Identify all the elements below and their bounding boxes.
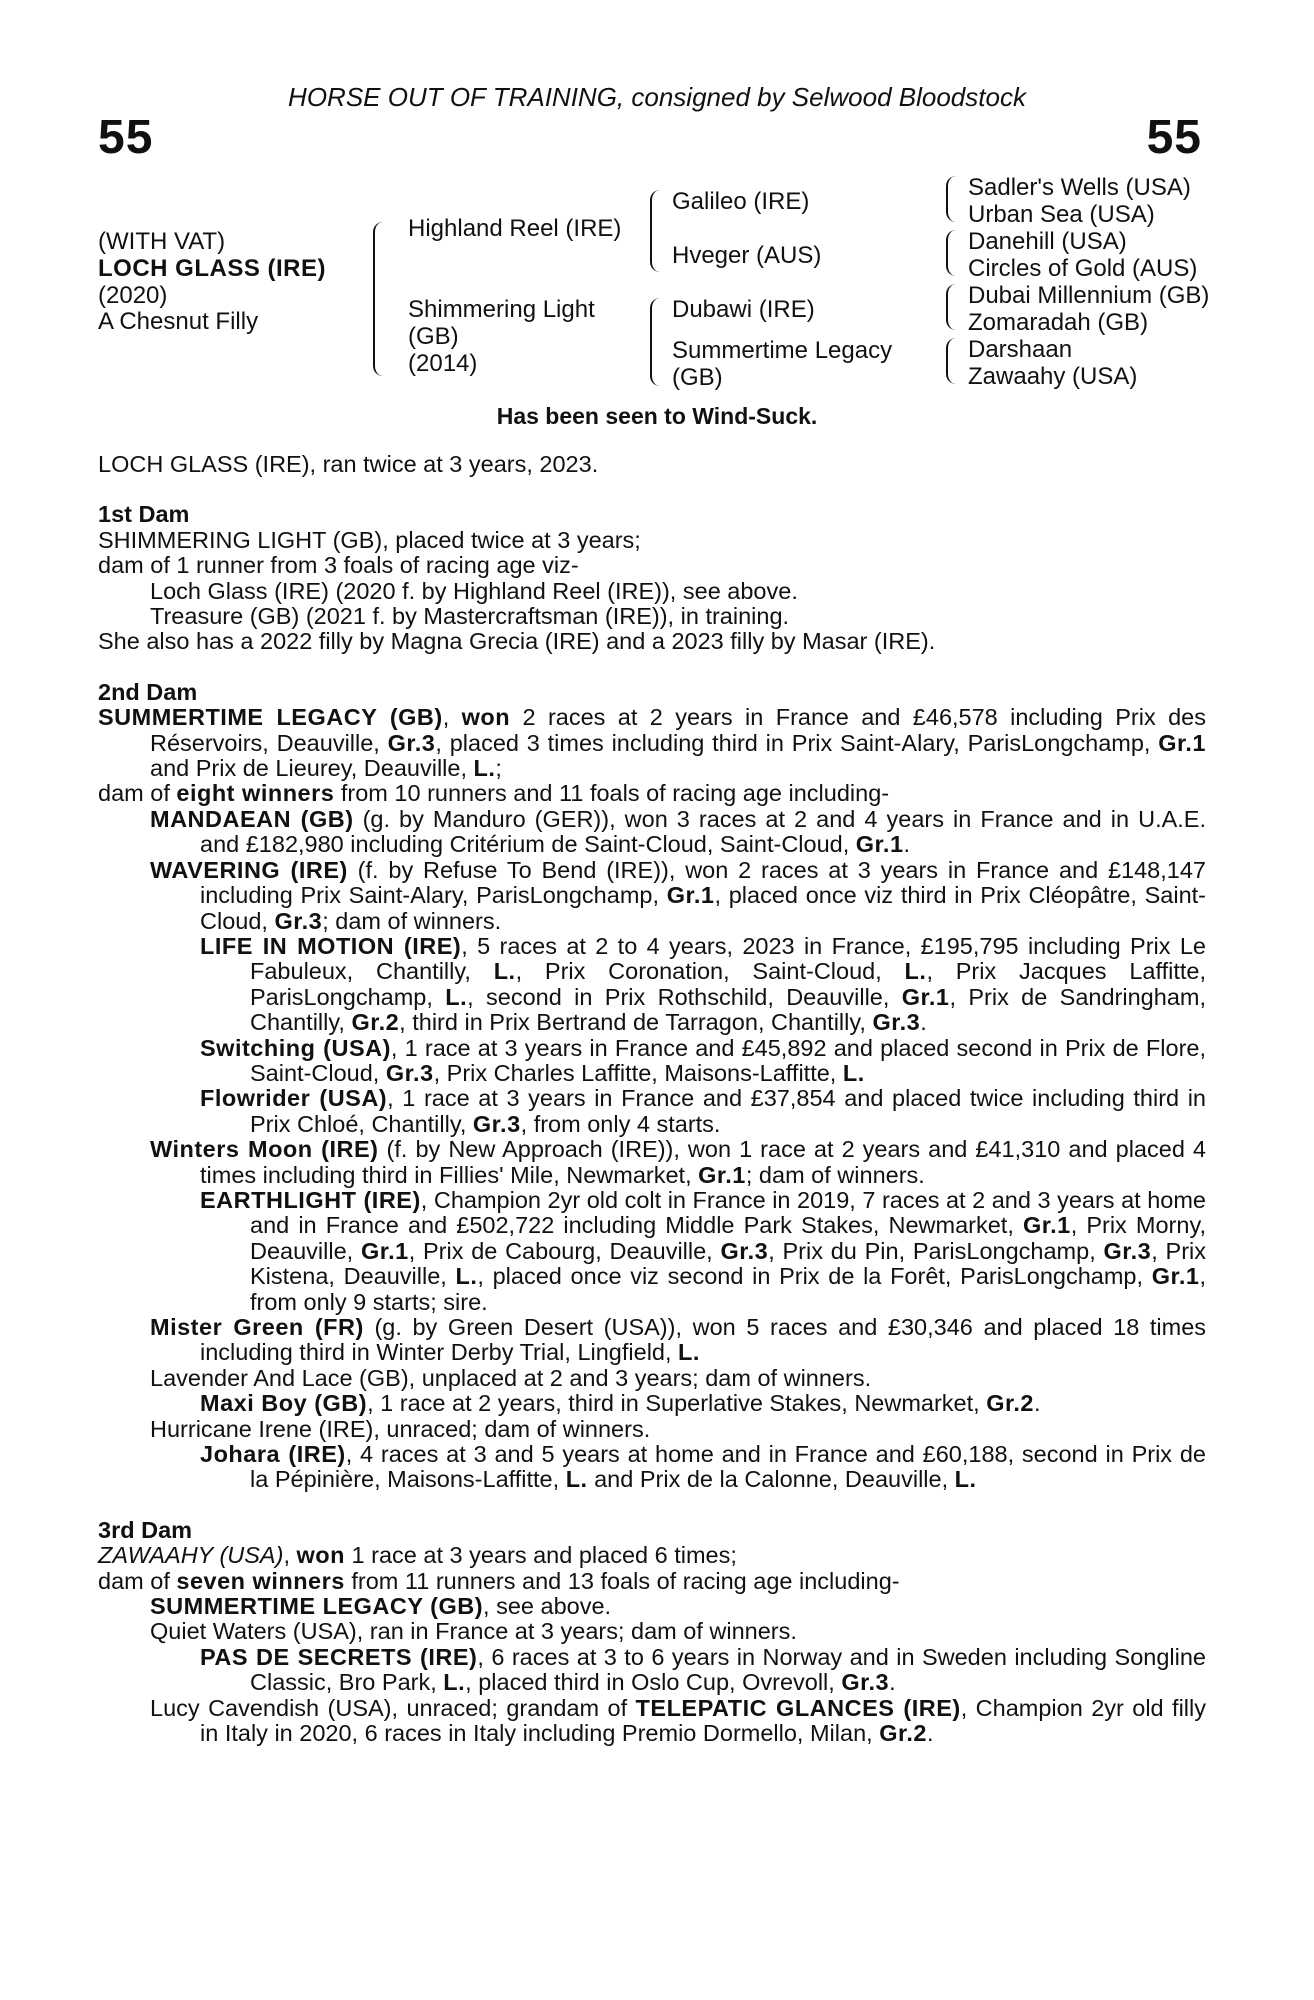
g3-sss: Sadler's Wells (USA) (968, 174, 1191, 201)
intro-line: LOCH GLASS (IRE), ran twice at 3 years, 2023. (98, 451, 599, 477)
wind-suck-warning: Has been seen to Wind-Suck. (496, 403, 818, 429)
horse-year: (2020) (98, 282, 168, 309)
produce-entry: SUMMERTIME LEGACY (GB), see above. (150, 1593, 612, 1620)
dam-line3: (2014) (408, 350, 478, 377)
produce-entry: MANDAEAN (GB) (g. by Manduro (GER)), won 3 races at 2 and 4 years in France and in U.A.E. and £182,980 including Critérium de Saint-Cloud, Saint-Cloud, Gr.1. (150, 805, 1207, 858)
produce-entry: Mister Green (FR) (g. by Green Desert (USA)), won 5 races and £30,346 and placed 18 times including third in Winter Derby Trial, Lingfield, L. (150, 1314, 1207, 1366)
produce-entry: Maxi Boy (GB), 1 race at 2 years, third in Superlative Stakes, Newmarket, Gr.2. (200, 1390, 1041, 1417)
g3-dds: Darshaan (968, 336, 1073, 363)
first-dam-note: She also has a 2022 filly by Magna Grecia (IRE) and a 2023 filly by Masar (IRE). (98, 628, 936, 655)
dam-line2: (GB) (408, 323, 459, 350)
dam-dam-line2: (GB) (672, 364, 723, 391)
g3-sdd: Circles of Gold (AUS) (968, 255, 1198, 282)
brace-gen3-1 (946, 176, 956, 222)
dam-line1: Shimmering Light (408, 296, 595, 323)
first-dam-heading: 1st Dam (98, 501, 190, 528)
brace-gen3-4 (946, 338, 956, 384)
produce-entry: Lavender And Lace (GB), unplaced at 2 and 3 years; dam of winners. (150, 1364, 872, 1391)
produce-entry: Lucy Cavendish (USA), unraced; grandam of TELEPATIC GLANCES (IRE), Champion 2yr old filly in Italy in 2020, 6 races in Italy including Premio Dormello, Milan, Gr.2. (150, 1694, 1206, 1747)
produce-entry: PAS DE SECRETS (IRE), 6 races at 3 to 6 years in Norway and in Sweden including Songline Classic, Bro Park, L., placed third in Oslo Cup, Ovrevoll, Gr.3. (200, 1643, 1206, 1696)
brace-gen2-bottom (650, 298, 660, 386)
produce-entry: LIFE IN MOTION (IRE), 5 races at 2 to 4 years, 2023 in France, £195,795 including Prix Le Fabuleux, Chantilly, L., Prix Coronation, Saint-Cloud, L., Prix Jacques Laffitte, ParisLongchamp, L., second in Prix Rothschild, Deauville, Gr.1, Prix de Sandringham, Chantilly, Gr.2, third in Prix Bertrand de Tarragon, Chantilly, Gr.3. (200, 932, 1206, 1036)
g3-dsd: Zomaradah (GB) (968, 309, 1149, 336)
horse-description: A Chesnut Filly (98, 308, 259, 335)
second-dam-record: SUMMERTIME LEGACY (GB), won 2 races at 2 years in France and £46,578 including Prix des Réservoirs, Deauville, Gr.3, placed 3 times including third in Prix Saint-Alary, ParisLongchamp, Gr.1 and Prix de Lieurey, Deauville, L.; (98, 704, 1206, 782)
vat-note: (WITH VAT) (98, 228, 226, 255)
produce-entry: Treasure (GB) (2021 f. by Mastercraftsman (IRE)), in training. (150, 603, 790, 630)
brace-gen2-top (650, 190, 660, 272)
produce-entry: Switching (USA), 1 race at 3 years in France and £45,892 and placed second in Prix de Flore, Saint-Cloud, Gr.3, Prix Charles Laffitte, Maisons-Laffitte, L. (200, 1034, 1206, 1086)
sire: Highland Reel (IRE) (408, 215, 622, 242)
brace-gen1 (373, 222, 383, 376)
produce-entry: Loch Glass (IRE) (2020 f. by Highland Reel (IRE)), see above. (150, 577, 798, 604)
brace-gen3-2 (946, 230, 956, 276)
first-dam-line: SHIMMERING LIGHT (GB), placed twice at 3 years; (98, 526, 641, 553)
brace-gen3-3 (946, 284, 956, 330)
g3-ssd: Urban Sea (USA) (968, 201, 1155, 228)
dam-sire: Dubawi (IRE) (672, 296, 815, 323)
lot-number-left: 55 (98, 111, 154, 164)
sire-dam: Hveger (AUS) (672, 242, 822, 269)
first-dam-produce: dam of 1 runner from 3 foals of racing age viz- (98, 552, 579, 579)
produce-entry: EARTHLIGHT (IRE), Champion 2yr old colt in France in 2019, 7 races at 2 and 3 years at home and in France and £502,722 including Middle Park Stakes, Newmarket, Gr.1, Prix Morny, Deauville, Gr.1, Prix de Cabourg, Deauville, Gr.3, Prix du Pin, ParisLongchamp, Gr.3, Prix Kistena, Deauville, L., placed once viz second in Prix de la Forêt, ParisLongchamp, Gr.1, from only 9 starts; sire. (200, 1186, 1206, 1315)
sire-sire: Galileo (IRE) (672, 188, 810, 215)
third-dam-record: ZAWAAHY (USA), won 1 race at 3 years and placed 6 times; (98, 1542, 737, 1569)
produce-entry: Flowrider (USA), 1 race at 3 years in France and £37,854 and placed twice including third in Prix Chloé, Chantilly, Gr.3, from only 4 starts. (200, 1085, 1207, 1137)
produce-entry: Johara (IRE), 4 races at 3 and 5 years at home and in France and £60,188, second in Prix de la Pépinière, Maisons-Laffitte, L. and Prix de la Calonne, Deauville, L. (200, 1441, 1207, 1493)
third-dam-produce: dam of seven winners from 11 runners and 13 foals of racing age including- (98, 1567, 900, 1594)
horse-name: LOCH GLASS (IRE) (98, 255, 326, 282)
catalogue-body (98, 452, 1206, 1747)
g3-dss: Dubai Millennium (GB) (968, 282, 1210, 309)
produce-entry: WAVERING (IRE) (f. by Refuse To Bend (IRE)), won 2 races at 3 years in France and £148,147 including Prix Saint-Alary, ParisLongchamp, Gr.1, placed once viz third in Prix Cléopâtre, Saint-Cloud, Gr.3; dam of winners. (150, 856, 1207, 934)
page-header: HORSE OUT OF TRAINING, consigned by Selwood Bloodstock (288, 82, 1026, 112)
g3-ddd: Zawaahy (USA) (968, 363, 1138, 390)
second-dam-heading: 2nd Dam (98, 678, 198, 705)
produce-entry: Hurricane Irene (IRE), unraced; dam of winners. (150, 1415, 651, 1442)
produce-entry: Winters Moon (IRE) (f. by New Approach (IRE)), won 1 race at 2 years and £41,310 and placed 4 times including third in Fillies' Mile, Newmarket, Gr.1; dam of winners. (150, 1136, 1206, 1188)
g3-sds: Danehill (USA) (968, 228, 1127, 255)
dam-dam-line1: Summertime Legacy (672, 337, 893, 364)
third-dam-heading: 3rd Dam (98, 1516, 193, 1543)
second-dam-produce: dam of eight winners from 10 runners and 11 foals of racing age including- (98, 780, 890, 807)
produce-entry: Quiet Waters (USA), ran in France at 3 years; dam of winners. (150, 1618, 797, 1645)
lot-number-right: 55 (1146, 111, 1202, 164)
